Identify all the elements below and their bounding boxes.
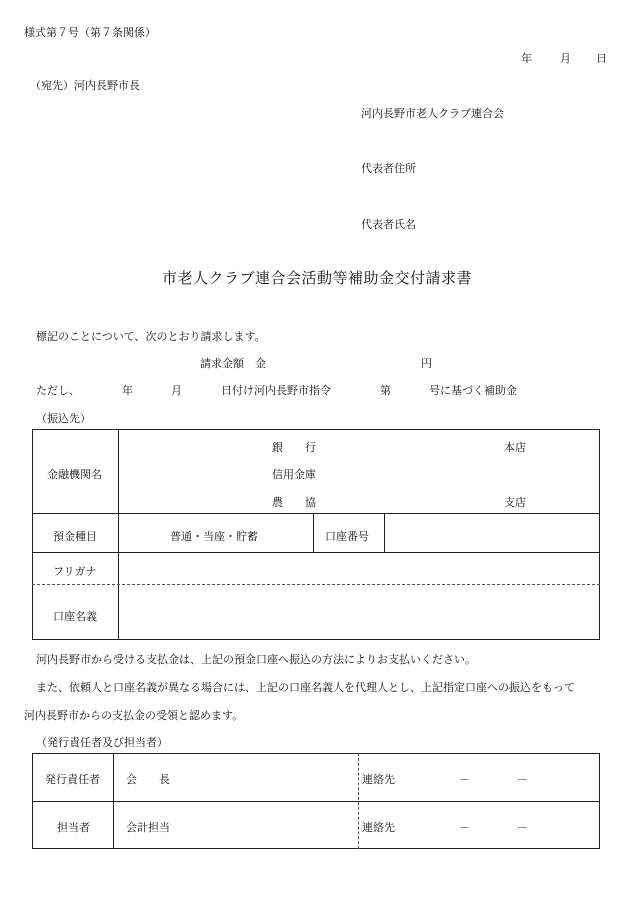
branch-label: 支店	[504, 496, 526, 509]
note-proxy-line-2: 河内長野市からの支払金の受領と認めます。	[24, 709, 244, 722]
responsible-row-divider	[32, 801, 600, 802]
page-title: 市老人クラブ連合会活動等補助金交付請求書	[162, 269, 473, 287]
bank-option: 銀 行	[272, 441, 316, 454]
proviso-prefix: ただし、	[36, 384, 80, 397]
bank-table-row-divider-1	[32, 513, 600, 514]
staff-value: 会計担当	[126, 821, 170, 834]
bank-table-row-divider-2	[32, 552, 600, 553]
representative-address-label: 代表者住所	[361, 162, 416, 175]
proviso-designation: 日付け河内長野市指令	[221, 384, 331, 397]
proviso-month: 月	[171, 384, 182, 397]
claim-amount-unit: 円	[421, 357, 432, 370]
organization-name: 河内長野市老人クラブ連合会	[361, 107, 504, 120]
issuer-contact-dash-2: －	[517, 773, 528, 786]
date-year: 年	[521, 52, 532, 65]
deposit-type-divider	[313, 513, 314, 552]
staff-label: 担当者	[57, 821, 90, 834]
issuer-contact-dash-1: －	[459, 773, 470, 786]
representative-name-label: 代表者氏名	[361, 218, 416, 231]
issuer-value: 会 長	[126, 773, 170, 786]
account-number-label: 口座番号	[325, 530, 369, 543]
shinkin-option: 信用金庫	[272, 468, 316, 481]
responsible-heading: （発行責任者及び担当者）	[36, 736, 168, 749]
deposit-type-options: 普通・当座・貯蓄	[170, 530, 258, 543]
date-month: 月	[560, 52, 571, 65]
proviso-dai: 第	[380, 384, 391, 397]
staff-contact-label: 連絡先	[362, 821, 395, 834]
note-payment-method: 河内長野市から受ける支払金は、上記の預金口座へ振込の方法によりお支払いください。	[36, 653, 476, 666]
proviso-suffix: 号に基づく補助金	[429, 384, 517, 397]
note-proxy-line-1: また、依頼人と口座名義が異なる場合には、上記の口座名義人を代理人とし、上記指定口座への振込をもって	[36, 681, 575, 694]
intro-text: 標記のことについて、次のとおり請求します。	[36, 330, 266, 343]
proviso-year: 年	[122, 384, 133, 397]
issuer-contact-label: 連絡先	[362, 773, 395, 786]
deposit-type-label: 預金種目	[53, 530, 97, 543]
issuer-label: 発行責任者	[45, 773, 100, 786]
addressee: （宛先）河内長野市長	[30, 79, 140, 92]
account-name-label: 口座名義	[53, 610, 97, 623]
bank-table-label-divider	[118, 429, 119, 640]
nokyo-option: 農 協	[272, 496, 316, 509]
form-number: 様式第７号（第７条関係）	[24, 26, 156, 39]
staff-contact-dash-1: －	[459, 821, 470, 834]
staff-contact-dash-2: －	[517, 821, 528, 834]
date-day: 日	[596, 52, 607, 65]
furigana-label: フリガナ	[53, 565, 97, 578]
transfer-heading: （振込先）	[36, 412, 91, 425]
furigana-divider	[32, 584, 600, 585]
main-branch-label: 本店	[504, 441, 526, 454]
claim-amount-label: 請求金額 金	[200, 357, 266, 370]
account-number-divider	[384, 513, 385, 552]
institution-name-label: 金融機関名	[47, 468, 102, 481]
